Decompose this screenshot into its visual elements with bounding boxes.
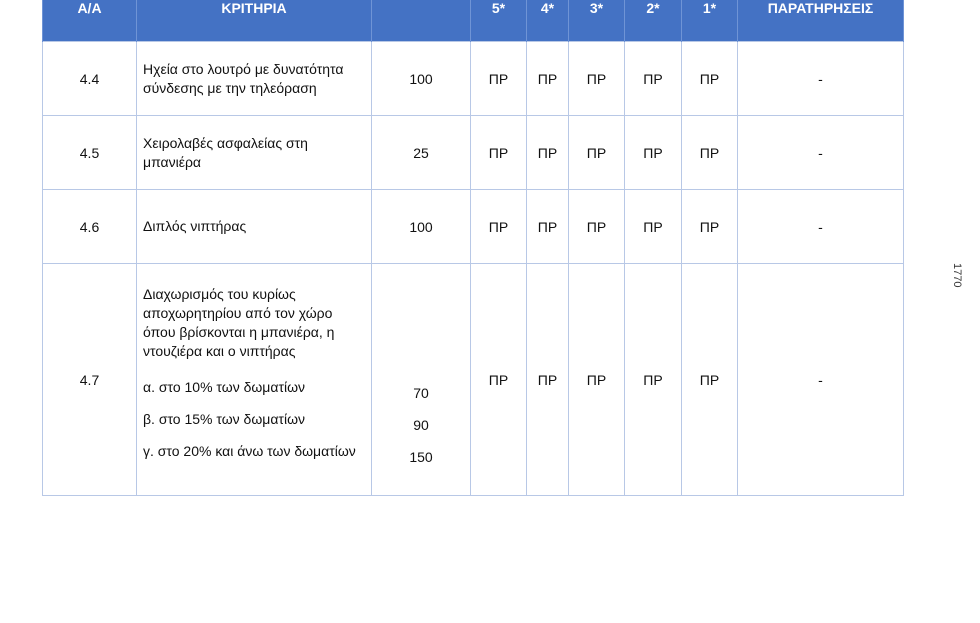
rating-4-star: ΠΡ [527, 116, 569, 190]
table-row [43, 190, 904, 264]
rating-4-star: ΠΡ [527, 190, 569, 264]
row-remarks: - [738, 190, 904, 264]
row-remarks: - [738, 42, 904, 116]
rating-3-star: ΠΡ [569, 116, 625, 190]
row-id: 4.5 [43, 116, 137, 190]
rating-3-star: ΠΡ [569, 190, 625, 264]
header-remarks: ΠΑΡΑΤΗΡΗΣΕΙΣ [738, 0, 904, 42]
table-header-row [43, 0, 904, 42]
sub-item-text: β. στο 15% των δωματίων [143, 411, 305, 427]
header-5-star: 5* [471, 0, 527, 42]
rating-1-star: ΠΡ [682, 42, 738, 116]
sub-item-points-list [376, 280, 466, 480]
header-2-star: 2* [625, 0, 682, 42]
rating-2-star: ΠΡ [625, 264, 682, 496]
header-1-star: 1* [682, 0, 738, 42]
row-criterion [137, 264, 372, 496]
sub-item-text: α. στο 10% των δωματίων [143, 379, 306, 395]
rating-5-star: ΠΡ [471, 190, 527, 264]
sub-item-text: γ. στο 20% και άνω των δωματίων [143, 443, 356, 459]
row-id: 4.7 [43, 264, 137, 496]
row-criterion: Ηχεία στο λουτρό με δυνατότητα σύνδεσης με την τηλεόραση [137, 42, 372, 116]
table-row [43, 116, 904, 190]
rating-1-star: ΠΡ [682, 264, 738, 496]
rating-5-star: ΠΡ [471, 264, 527, 496]
points-spacer [376, 280, 466, 384]
criteria-table [42, 0, 904, 496]
row-criterion: Διπλός νιπτήρας [137, 190, 372, 264]
sub-item-points: 90 [413, 416, 429, 433]
page-number: 1770 [951, 263, 963, 288]
rating-2-star: ΠΡ [625, 190, 682, 264]
row-remarks: - [738, 264, 904, 496]
rating-1-star: ΠΡ [682, 190, 738, 264]
sub-item-points: 70 [413, 384, 429, 401]
rating-3-star: ΠΡ [569, 264, 625, 496]
criterion-main-text: Διαχωρισμός του κυρίως αποχωρητηρίου από τον χώρο όπου βρίσκονται η μπανιέρα, η ντουζιέρα και ο νιπτήρας [143, 286, 335, 359]
header-aa: Α/Α [43, 0, 137, 42]
row-criterion: Χειρολαβές ασφαλείας στη μπανιέρα [137, 116, 372, 190]
header-3-star: 3* [569, 0, 625, 42]
header-criteria: ΚΡΙΤΗΡΙΑ [137, 0, 372, 42]
row-id: 4.4 [43, 42, 137, 116]
row-points: 100 [372, 42, 471, 116]
header-4-star: 4* [527, 0, 569, 42]
rating-4-star: ΠΡ [527, 264, 569, 496]
sub-item-list [143, 378, 365, 474]
row-remarks: - [738, 116, 904, 190]
row-points: 100 [372, 190, 471, 264]
table-row [43, 42, 904, 116]
table-row [43, 264, 904, 496]
rating-3-star: ΠΡ [569, 42, 625, 116]
row-points [372, 264, 471, 496]
row-points: 25 [372, 116, 471, 190]
rating-1-star: ΠΡ [682, 116, 738, 190]
rating-5-star: ΠΡ [471, 42, 527, 116]
rating-2-star: ΠΡ [625, 42, 682, 116]
rating-2-star: ΠΡ [625, 116, 682, 190]
rating-4-star: ΠΡ [527, 42, 569, 116]
header-points [372, 0, 471, 42]
sub-item-points: 150 [409, 448, 433, 465]
row-id: 4.6 [43, 190, 137, 264]
rating-5-star: ΠΡ [471, 116, 527, 190]
